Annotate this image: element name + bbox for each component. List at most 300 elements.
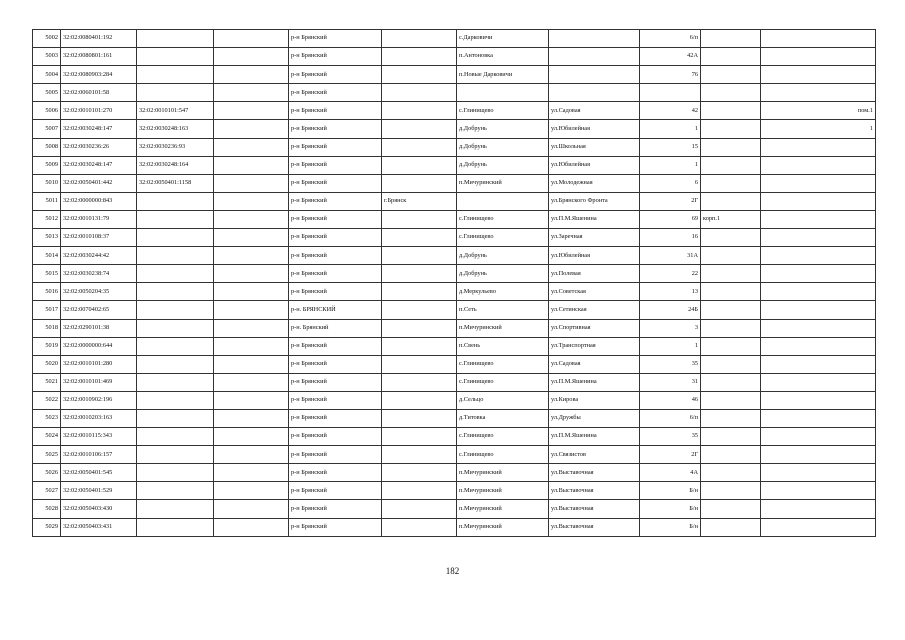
premises-cell	[761, 337, 876, 355]
district-cell: р-н Брянский	[289, 482, 382, 500]
table-row	[33, 84, 876, 102]
settlement-cell: п.Мичуринский	[457, 319, 549, 337]
street-cell: ул.Спортивная	[549, 319, 640, 337]
building-cell	[701, 337, 761, 355]
parent-cadastral-number: 32:02:0030236:93	[137, 138, 214, 156]
city-cell: г.Брянск	[382, 192, 457, 210]
empty-cell	[214, 192, 289, 210]
parent-cadastral-number	[137, 301, 214, 319]
city-cell	[382, 247, 457, 265]
parent-cadastral-number	[137, 373, 214, 391]
cadastral-number: 32:02:0000000:843	[61, 192, 137, 210]
settlement-cell: с.Глинищево	[457, 373, 549, 391]
parent-cadastral-number	[137, 464, 214, 482]
premises-cell	[761, 138, 876, 156]
settlement-cell: п.Свень	[457, 337, 549, 355]
building-cell	[701, 464, 761, 482]
street-cell: ул.Брянского Фронта	[549, 192, 640, 210]
cadastral-number: 32:02:0010115:343	[61, 428, 137, 446]
row-number: 5014	[33, 247, 61, 265]
city-cell	[382, 409, 457, 427]
street-cell: ул.Выставочная	[549, 500, 640, 518]
building-cell	[701, 265, 761, 283]
empty-cell	[214, 446, 289, 464]
premises-cell	[761, 319, 876, 337]
house-number-cell: 46	[640, 391, 701, 409]
city-cell	[382, 373, 457, 391]
district-cell: р-н Брянский	[289, 156, 382, 174]
street-cell: ул.Юбилейная	[549, 247, 640, 265]
settlement-cell: с.Глинищево	[457, 102, 549, 120]
street-cell: ул.Полевая	[549, 265, 640, 283]
row-number: 5019	[33, 337, 61, 355]
settlement-cell: д.Добрунь	[457, 265, 549, 283]
table-row	[33, 66, 876, 84]
empty-cell	[214, 500, 289, 518]
district-cell: р-н Брянский	[289, 48, 382, 66]
page-number: 182	[445, 566, 460, 576]
building-cell	[701, 229, 761, 247]
settlement-cell: п.Новые Дарковичи	[457, 66, 549, 84]
street-cell: ул.П.М.Яшенина	[549, 373, 640, 391]
city-cell	[382, 66, 457, 84]
empty-cell	[214, 229, 289, 247]
building-cell	[701, 373, 761, 391]
building-cell	[701, 138, 761, 156]
premises-cell: 1	[761, 120, 876, 138]
empty-cell	[214, 373, 289, 391]
premises-cell: пом.1	[761, 102, 876, 120]
house-number-cell: 35	[640, 355, 701, 373]
city-cell	[382, 283, 457, 301]
district-cell: р-н Брянский	[289, 446, 382, 464]
house-number-cell: 1	[640, 337, 701, 355]
empty-cell	[214, 301, 289, 319]
house-number-cell	[640, 84, 701, 102]
city-cell	[382, 265, 457, 283]
premises-cell	[761, 66, 876, 84]
empty-cell	[214, 174, 289, 192]
cadastral-number: 32:02:0050401:529	[61, 482, 137, 500]
cadastral-number: 32:02:0290101:38	[61, 319, 137, 337]
cadastral-number: 32:02:0050204:35	[61, 283, 137, 301]
empty-cell	[214, 319, 289, 337]
street-cell: ул.Выставочная	[549, 464, 640, 482]
building-cell	[701, 192, 761, 210]
row-number: 5015	[33, 265, 61, 283]
row-number: 5011	[33, 192, 61, 210]
row-number: 5029	[33, 518, 61, 536]
city-cell	[382, 500, 457, 518]
table-row	[33, 373, 876, 391]
table-row	[33, 319, 876, 337]
district-cell: р-н Брянский	[289, 373, 382, 391]
table-body	[33, 30, 876, 537]
cadastral-number: 32:02:0050403:431	[61, 518, 137, 536]
parent-cadastral-number	[137, 518, 214, 536]
parent-cadastral-number	[137, 84, 214, 102]
street-cell: ул.П.М.Яшенина	[549, 428, 640, 446]
building-cell	[701, 247, 761, 265]
premises-cell	[761, 283, 876, 301]
premises-cell	[761, 391, 876, 409]
house-number-cell: 35	[640, 428, 701, 446]
empty-cell	[214, 247, 289, 265]
street-cell: ул.Связистов	[549, 446, 640, 464]
district-cell: р-н Брянский	[289, 210, 382, 228]
cadastral-number: 32:02:0050401:442	[61, 174, 137, 192]
settlement-cell: п.Мичуринский	[457, 174, 549, 192]
house-number-cell: 6/п	[640, 409, 701, 427]
settlement-cell: с.Глинищево	[457, 446, 549, 464]
street-cell: ул.Дружбы	[549, 409, 640, 427]
parent-cadastral-number	[137, 247, 214, 265]
settlement-cell: с.Глинищево	[457, 229, 549, 247]
row-number: 5009	[33, 156, 61, 174]
street-cell: ул.П.М.Яшенина	[549, 210, 640, 228]
empty-cell	[214, 428, 289, 446]
building-cell	[701, 482, 761, 500]
district-cell: р-н Брянский	[289, 518, 382, 536]
building-cell	[701, 355, 761, 373]
city-cell	[382, 156, 457, 174]
premises-cell	[761, 428, 876, 446]
empty-cell	[214, 518, 289, 536]
house-number-cell: 31А	[640, 247, 701, 265]
premises-cell	[761, 156, 876, 174]
street-cell: ул.Юбилейная	[549, 156, 640, 174]
building-cell	[701, 66, 761, 84]
building-cell	[701, 156, 761, 174]
house-number-cell: 4А	[640, 464, 701, 482]
settlement-cell: п.Мичуринский	[457, 500, 549, 518]
parent-cadastral-number	[137, 409, 214, 427]
row-number: 5021	[33, 373, 61, 391]
row-number: 5020	[33, 355, 61, 373]
street-cell: ул.Кирова	[549, 391, 640, 409]
street-cell: ул.Молодежная	[549, 174, 640, 192]
city-cell	[382, 229, 457, 247]
cadastral-number: 32:02:0010101:469	[61, 373, 137, 391]
settlement-cell: д.Титовка	[457, 409, 549, 427]
empty-cell	[214, 391, 289, 409]
house-number-cell: 2Г	[640, 446, 701, 464]
city-cell	[382, 355, 457, 373]
cadastral-number: 32:02:0030244:42	[61, 247, 137, 265]
table-row	[33, 192, 876, 210]
table-row	[33, 138, 876, 156]
empty-cell	[214, 30, 289, 48]
row-number: 5024	[33, 428, 61, 446]
settlement-cell: п.Мичуринский	[457, 518, 549, 536]
row-number: 5018	[33, 319, 61, 337]
city-cell	[382, 30, 457, 48]
city-cell	[382, 518, 457, 536]
cadastral-number: 32:02:0010101:280	[61, 355, 137, 373]
city-cell	[382, 428, 457, 446]
empty-cell	[214, 84, 289, 102]
district-cell: р-н Брянский	[289, 464, 382, 482]
row-number: 5016	[33, 283, 61, 301]
parent-cadastral-number	[137, 500, 214, 518]
district-cell: р-н Брянский	[289, 409, 382, 427]
settlement-cell: с.Дарковичи	[457, 30, 549, 48]
empty-cell	[214, 482, 289, 500]
district-cell: р-н Брянский	[289, 500, 382, 518]
city-cell	[382, 337, 457, 355]
premises-cell	[761, 30, 876, 48]
house-number-cell: 24Б	[640, 301, 701, 319]
premises-cell	[761, 48, 876, 66]
building-cell	[701, 518, 761, 536]
house-number-cell: 42	[640, 102, 701, 120]
cadastral-register-table	[32, 29, 876, 537]
parent-cadastral-number	[137, 428, 214, 446]
street-cell: ул.Заречная	[549, 229, 640, 247]
row-number: 5002	[33, 30, 61, 48]
premises-cell	[761, 174, 876, 192]
district-cell: р-н Брянский	[289, 84, 382, 102]
settlement-cell: д.Меркульево	[457, 283, 549, 301]
city-cell	[382, 210, 457, 228]
table-row	[33, 518, 876, 536]
parent-cadastral-number	[137, 192, 214, 210]
street-cell: ул.Транспортная	[549, 337, 640, 355]
table-row	[33, 482, 876, 500]
cadastral-number: 32:02:0010902:196	[61, 391, 137, 409]
cadastral-number: 32:02:0080801:161	[61, 48, 137, 66]
house-number-cell: 15	[640, 138, 701, 156]
premises-cell	[761, 84, 876, 102]
building-cell	[701, 409, 761, 427]
cadastral-number: 32:02:0060101:58	[61, 84, 137, 102]
table-row	[33, 409, 876, 427]
premises-cell	[761, 409, 876, 427]
building-cell	[701, 500, 761, 518]
building-cell	[701, 283, 761, 301]
house-number-cell: 76	[640, 66, 701, 84]
house-number-cell: 1	[640, 156, 701, 174]
cadastral-number: 32:02:0030236:26	[61, 138, 137, 156]
settlement-cell: д.Добрунь	[457, 120, 549, 138]
house-number-cell: Б/н	[640, 518, 701, 536]
premises-cell	[761, 518, 876, 536]
district-cell: р-н Брянский	[289, 428, 382, 446]
parent-cadastral-number	[137, 229, 214, 247]
cadastral-number: 32:02:0030248:147	[61, 156, 137, 174]
row-number: 5023	[33, 409, 61, 427]
row-number: 5027	[33, 482, 61, 500]
cadastral-number: 32:02:0000000:644	[61, 337, 137, 355]
parent-cadastral-number: 32:02:0030248:164	[137, 156, 214, 174]
row-number: 5006	[33, 102, 61, 120]
row-number: 5022	[33, 391, 61, 409]
table-row	[33, 30, 876, 48]
empty-cell	[214, 355, 289, 373]
settlement-cell: п.Антоновка	[457, 48, 549, 66]
parent-cadastral-number	[137, 283, 214, 301]
row-number: 5003	[33, 48, 61, 66]
settlement-cell: п.Мичуринский	[457, 482, 549, 500]
parent-cadastral-number: 32:02:0010101:547	[137, 102, 214, 120]
table-row	[33, 337, 876, 355]
city-cell	[382, 174, 457, 192]
city-cell	[382, 138, 457, 156]
parent-cadastral-number: 32:02:0030248:163	[137, 120, 214, 138]
settlement-cell: п.Сеть	[457, 301, 549, 319]
parent-cadastral-number	[137, 337, 214, 355]
premises-cell	[761, 265, 876, 283]
house-number-cell: 6	[640, 174, 701, 192]
settlement-cell	[457, 84, 549, 102]
parent-cadastral-number	[137, 48, 214, 66]
cadastral-number: 32:02:0010131:79	[61, 210, 137, 228]
building-cell	[701, 48, 761, 66]
premises-cell	[761, 355, 876, 373]
house-number-cell: 13	[640, 283, 701, 301]
district-cell: р-н Брянский	[289, 174, 382, 192]
building-cell	[701, 428, 761, 446]
empty-cell	[214, 464, 289, 482]
street-cell: ул.Садовая	[549, 355, 640, 373]
district-cell: р-н Брянский	[289, 138, 382, 156]
city-cell	[382, 120, 457, 138]
empty-cell	[214, 156, 289, 174]
building-cell	[701, 319, 761, 337]
street-cell: ул.Школьная	[549, 138, 640, 156]
cadastral-number: 32:02:0070402:65	[61, 301, 137, 319]
settlement-cell: п.Мичуринский	[457, 464, 549, 482]
cadastral-number: 32:02:0080401:192	[61, 30, 137, 48]
district-cell: р-н Брянский	[289, 283, 382, 301]
house-number-cell: 16	[640, 229, 701, 247]
district-cell: р-н Брянский	[289, 247, 382, 265]
cadastral-number: 32:02:0010101:270	[61, 102, 137, 120]
building-cell	[701, 301, 761, 319]
empty-cell	[214, 283, 289, 301]
house-number-cell: 2Г	[640, 192, 701, 210]
house-number-cell: 42А	[640, 48, 701, 66]
row-number: 5008	[33, 138, 61, 156]
table-row	[33, 120, 876, 138]
building-cell: корп.1	[701, 210, 761, 228]
district-cell: р-н. Брянский	[289, 319, 382, 337]
district-cell: р-н Брянский	[289, 337, 382, 355]
parent-cadastral-number	[137, 446, 214, 464]
house-number-cell: 3	[640, 319, 701, 337]
cadastral-number: 32:02:0080903:284	[61, 66, 137, 84]
cadastral-number: 32:02:0010108:37	[61, 229, 137, 247]
table-row	[33, 301, 876, 319]
table-row	[33, 446, 876, 464]
settlement-cell: д.Добрунь	[457, 138, 549, 156]
street-cell	[549, 84, 640, 102]
premises-cell	[761, 301, 876, 319]
premises-cell	[761, 446, 876, 464]
premises-cell	[761, 192, 876, 210]
house-number-cell: 1	[640, 120, 701, 138]
street-cell: ул.Советская	[549, 283, 640, 301]
row-number: 5007	[33, 120, 61, 138]
empty-cell	[214, 138, 289, 156]
street-cell: ул.Садовая	[549, 102, 640, 120]
district-cell: р-н. БРЯНСКИЙ	[289, 301, 382, 319]
settlement-cell: с.Глинищево	[457, 428, 549, 446]
premises-cell	[761, 210, 876, 228]
building-cell	[701, 102, 761, 120]
settlement-cell	[457, 192, 549, 210]
district-cell: р-н Брянский	[289, 355, 382, 373]
parent-cadastral-number: 32:02:0050401:1158	[137, 174, 214, 192]
empty-cell	[214, 120, 289, 138]
table-row	[33, 247, 876, 265]
parent-cadastral-number	[137, 319, 214, 337]
street-cell	[549, 66, 640, 84]
parent-cadastral-number	[137, 210, 214, 228]
premises-cell	[761, 482, 876, 500]
empty-cell	[214, 337, 289, 355]
city-cell	[382, 482, 457, 500]
cadastral-number: 32:02:0050401:545	[61, 464, 137, 482]
cadastral-number: 32:02:0050403:430	[61, 500, 137, 518]
building-cell	[701, 120, 761, 138]
city-cell	[382, 102, 457, 120]
street-cell	[549, 30, 640, 48]
row-number: 5013	[33, 229, 61, 247]
district-cell: р-н Брянский	[289, 192, 382, 210]
district-cell: р-н Брянский	[289, 102, 382, 120]
row-number: 5028	[33, 500, 61, 518]
row-number: 5012	[33, 210, 61, 228]
building-cell	[701, 84, 761, 102]
city-cell	[382, 391, 457, 409]
table-row	[33, 500, 876, 518]
parent-cadastral-number	[137, 66, 214, 84]
district-cell: р-н Брянский	[289, 229, 382, 247]
row-number: 5004	[33, 66, 61, 84]
building-cell	[701, 391, 761, 409]
row-number: 5025	[33, 446, 61, 464]
building-cell	[701, 174, 761, 192]
district-cell: р-н Брянский	[289, 391, 382, 409]
parent-cadastral-number	[137, 482, 214, 500]
empty-cell	[214, 210, 289, 228]
house-number-cell: 6/п	[640, 30, 701, 48]
premises-cell	[761, 247, 876, 265]
street-cell	[549, 48, 640, 66]
empty-cell	[214, 409, 289, 427]
city-cell	[382, 301, 457, 319]
cadastral-number: 32:02:0030238:74	[61, 265, 137, 283]
settlement-cell: с.Глинищево	[457, 210, 549, 228]
table-row	[33, 391, 876, 409]
row-number: 5026	[33, 464, 61, 482]
settlement-cell: д.Добрунь	[457, 156, 549, 174]
table-row	[33, 174, 876, 192]
city-cell	[382, 464, 457, 482]
settlement-cell: д.Добрунь	[457, 247, 549, 265]
house-number-cell: 22	[640, 265, 701, 283]
table-row	[33, 464, 876, 482]
house-number-cell: 31	[640, 373, 701, 391]
empty-cell	[214, 48, 289, 66]
street-cell: ул.Выставочная	[549, 482, 640, 500]
parent-cadastral-number	[137, 391, 214, 409]
premises-cell	[761, 464, 876, 482]
row-number: 5017	[33, 301, 61, 319]
cadastral-number: 32:02:0010106:157	[61, 446, 137, 464]
district-cell: р-н Брянский	[289, 66, 382, 84]
